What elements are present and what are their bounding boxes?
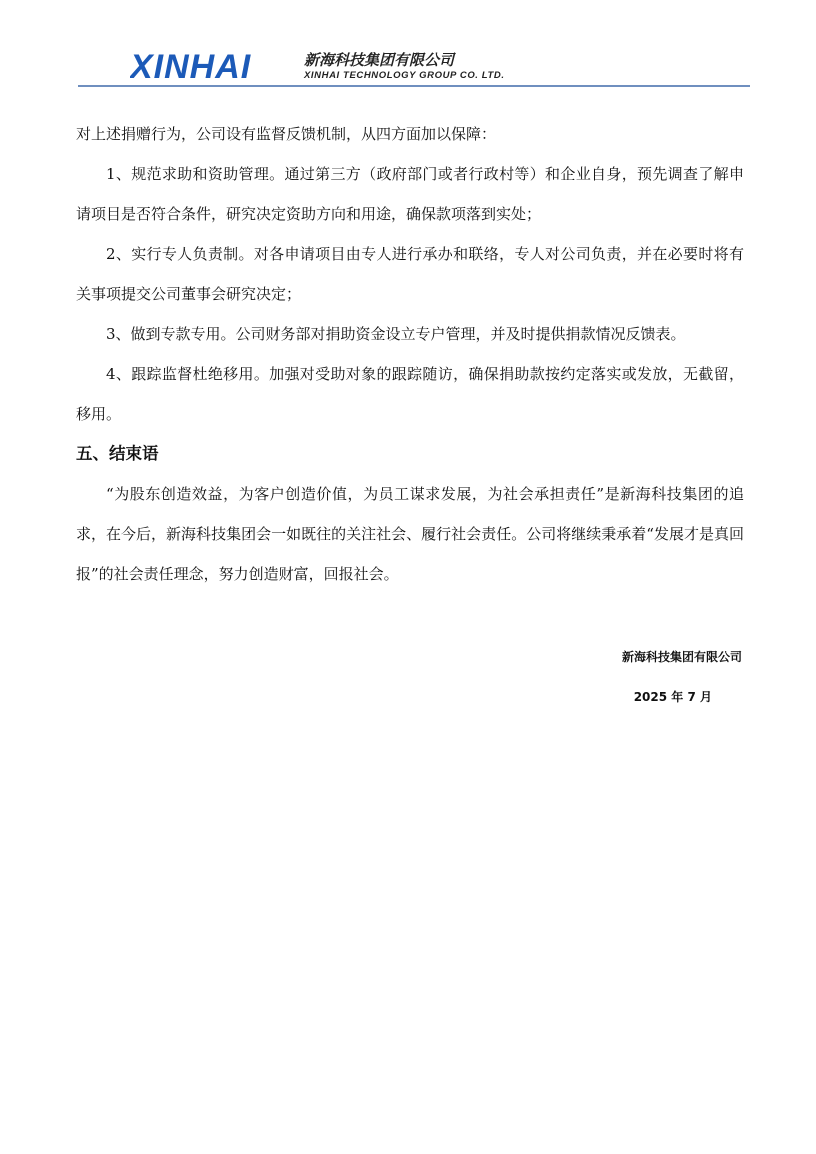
section-heading: 五、结束语 <box>76 444 159 463</box>
signature-company: 新海科技集团有限公司 <box>621 650 742 664</box>
signature-date: 2025 年 7 月 <box>633 690 712 704</box>
logo-english: XINHAI TECHNOLOGY GROUP CO. LTD. <box>304 70 505 81</box>
logo-latin: XINHAI <box>130 48 252 82</box>
list-item: 4、跟踪监督杜绝移用。加强对受助对象的跟踪随访，确保捐助款按约定落实或发放，无截留，移用。 <box>76 365 744 423</box>
intro-paragraph: 对上述捐赠行为，公司设有监督反馈机制，从四方面加以保障： <box>76 125 497 143</box>
document-body <box>76 114 744 594</box>
logo-chinese: 新海科技集团有限公司 <box>304 51 455 69</box>
list-item: 3、做到专款专用。公司财务部对捐助资金设立专户管理，并及时提供捐款情况反馈表。 <box>106 325 686 343</box>
list-item: 1、规范求助和资助管理。通过第三方（政府部门或者行政村等）和企业自身，预先调查了解申请项目是否符合条件，研究决定资助方向和用途，确保款项落到实处； <box>76 165 744 223</box>
list-item: 2、实行专人负责制。对各申请项目由专人进行承办和联络，专人对公司负责，并在必要时将有关事项提交公司董事会研究决定； <box>76 245 744 303</box>
header-divider <box>78 85 750 87</box>
closing-paragraph: “为股东创造效益，为客户创造价值，为员工谋求发展，为社会承担责任”是新海科技集团的追求，在今后，新海科技集团会一如既往的关注社会、履行社会责任。公司将继续秉承着“发展才是真回报”的社会责任理念，努力创造财富，回报社会。 <box>76 485 744 583</box>
company-logo <box>130 48 650 82</box>
page-header <box>78 38 750 88</box>
